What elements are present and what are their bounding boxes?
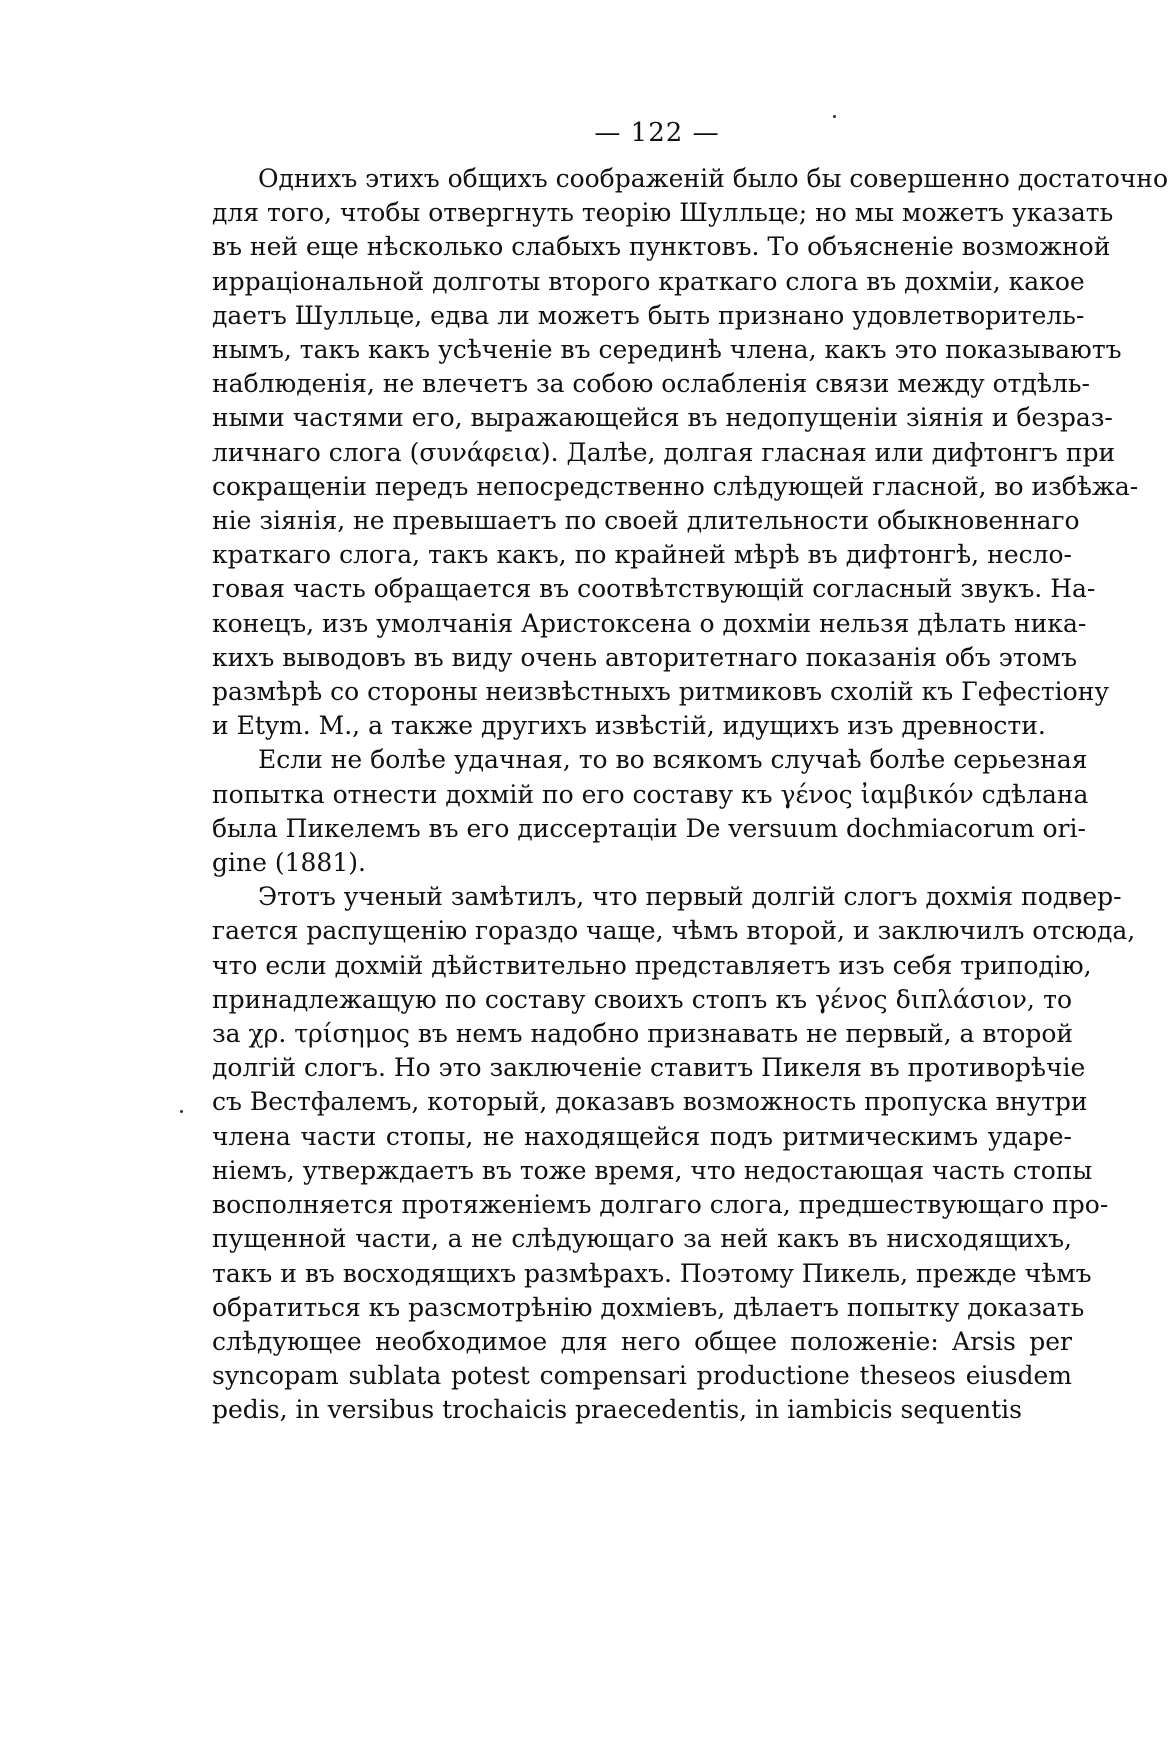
text-line: размѣрѣ со стороны неизвѣстныхъ ритмиковъ схолій къ Гефестіону: [212, 677, 1110, 707]
text-line: сокращеніи передъ непосредственно слѣдующей гласной, во избѣжа-: [212, 471, 1139, 501]
text-line: была Пикелемъ въ его диссертаціи De versuum dochmiacorum ori-: [212, 813, 1086, 843]
text-line: кихъ выводовъ въ виду очень авторитетнаго показанія объ этомъ: [212, 642, 1078, 672]
text-line: долгій слогъ. Но это заключеніе ставитъ Пикеля въ противорѣчіе: [212, 1053, 1086, 1083]
text-line: Если не болѣе удачная, то во всякомъ случаѣ болѣе серьезная: [258, 745, 1088, 775]
text-line: съ Вестфалемъ, который, доказавъ возможность пропуска внутри: [212, 1087, 1088, 1117]
text-line: попытка отнести дохмій по его составу къ γένος ἰαμβικόν сдѣлана: [212, 779, 1089, 809]
text-line: syncopam sublata potest compensari productione theseos eiusdem: [212, 1361, 1072, 1391]
text-line: говая часть обращается въ соотвѣтствующій согласный звукъ. На-: [212, 574, 1096, 604]
text-line: ными частями его, выражающейся въ недопущеніи зіянія и безраз-: [212, 403, 1113, 433]
text-line: gine (1881).: [212, 848, 366, 878]
page-number: — 122 —: [594, 118, 720, 148]
paragraph-3: [212, 880, 1136, 1427]
text-line: такъ и въ восходящихъ размѣрахъ. Поэтому Пикель, прежде чѣмъ: [212, 1258, 1092, 1288]
text-line: Этотъ ученый замѣтилъ, что первый долгій слогъ дохмія подвер-: [258, 882, 1122, 912]
text-line: члена части стопы, не находящейся подъ ритмическимъ ударе-: [212, 1121, 1072, 1151]
text-line: краткаго слога, такъ какъ, по крайней мѣрѣ въ дифтонгѣ, несло-: [212, 540, 1072, 570]
text-line: пущенной части, а не слѣдующаго за ней какъ въ нисходящихъ,: [212, 1224, 1072, 1254]
print-speck: [833, 115, 836, 118]
text-line: нымъ, такъ какъ усѣченіе въ серединѣ члена, какъ это показываютъ: [212, 335, 1122, 365]
text-line: личнаго слога (συνάφεια). Далѣе, долгая гласная или дифтонгъ при: [212, 437, 1116, 467]
page-body: [212, 118, 1168, 1428]
text-line: принадлежащую по составу своихъ стопъ къ γένος διπλάσιον, то: [212, 984, 1072, 1014]
text-line: восполняется протяженіемъ долгаго слога, предшествующаго про-: [212, 1190, 1109, 1220]
text-line: даетъ Шулльце, едва ли можетъ быть признано удовлетворитель-: [212, 300, 1085, 330]
text-line: Однихъ этихъ общихъ соображеній было бы совершенно достаточно: [258, 164, 1168, 193]
paragraph-2: [212, 743, 1089, 880]
text-line: pedis, in versibus trochaicis praecedentis, in iambicis sequentis: [212, 1395, 1022, 1425]
text-line: наблюденія, не влечетъ за собою ослабленія связи между отдѣль-: [212, 369, 1090, 399]
text-line: что если дохмій дѣйствительно представляетъ изъ себя триподію,: [212, 950, 1092, 980]
text-line: ніе зіянія, не превышаетъ по своей длительности обыкновеннаго: [212, 506, 1080, 536]
text-line: ирраціональной долготы второго краткаго слога въ дохміи, какое: [212, 266, 1085, 296]
text-line: гается распущенію гораздо чаще, чѣмъ второй, и заключилъ отсюда,: [212, 916, 1136, 946]
paragraph-1: [212, 162, 1168, 743]
text-line: обратиться къ разсмотрѣнію дохміевъ, дѣлаетъ попытку доказать: [212, 1292, 1085, 1322]
text-line: для того, чтобы отвергнуть теорію Шулльце; но мы можетъ указать: [212, 198, 1114, 228]
text-line: конецъ, изъ умолчанія Аристоксена о дохміи нельзя дѣлать ника-: [212, 608, 1087, 638]
text-line: за χρ. τρίσημος въ немъ надобно признавать не первый, а второй: [212, 1019, 1074, 1049]
text-line: слѣдующее необходимое для него общее положеніе: Arsis per: [212, 1326, 1072, 1356]
text-line: ніемъ, утверждаетъ въ тоже время, что недостающая часть стопы: [212, 1155, 1093, 1185]
text-line: и Etym. M., а также другихъ извѣстій, идущихъ изъ древности.: [212, 711, 1046, 741]
print-speck: [180, 1110, 183, 1113]
text-line: въ ней еще нѣсколько слабыхъ пунктовъ. То объясненіе возможной: [212, 232, 1111, 262]
